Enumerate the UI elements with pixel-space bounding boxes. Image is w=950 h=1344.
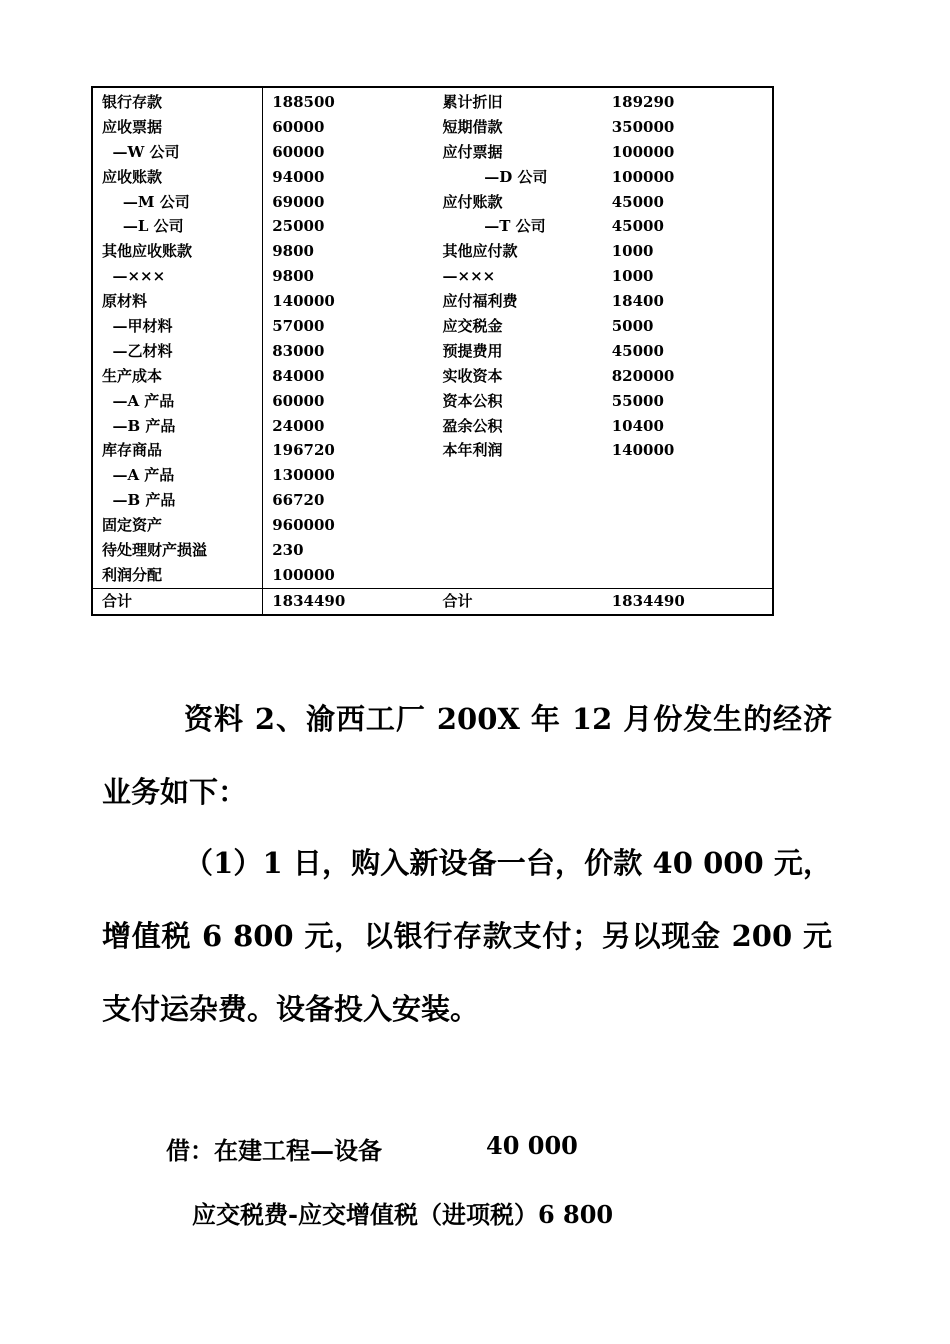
journal-debit-account: 借：在建工程—设备 xyxy=(166,1136,382,1165)
left-amount: 60000 xyxy=(272,142,325,161)
right-amount: 189290 xyxy=(611,92,675,111)
business-item-1: （1）1 日，购入新设备一台，价款 40 000 元，增值税 6 800 元，以银行存款支付；另以现金 200 元支付运杂费。设备投入安装。 xyxy=(102,846,832,1026)
right-account: 预提费用 xyxy=(442,341,503,360)
table-row xyxy=(92,414,773,439)
left-amount: 960000 xyxy=(272,516,335,535)
right-account xyxy=(434,563,603,588)
right-amount: 18400 xyxy=(611,292,664,311)
left-amount: 57000 xyxy=(272,316,325,335)
left-amount: 24000 xyxy=(272,416,325,435)
right-amount xyxy=(603,538,773,563)
right-account: 本年利润 xyxy=(442,441,503,460)
table-body xyxy=(92,87,773,615)
journal-vat-line: 应交税费-应交增值税（进项税）6 800 xyxy=(192,1200,614,1229)
left-amount: 83000 xyxy=(272,341,325,360)
right-amount: 1000 xyxy=(611,242,654,261)
table-row xyxy=(92,87,773,115)
left-account: —A 产品 xyxy=(92,389,263,414)
right-account: 实收资本 xyxy=(442,366,503,385)
right-account: 其他应付款 xyxy=(442,242,518,261)
right-amount: 820000 xyxy=(611,366,675,385)
left-account: —M 公司 xyxy=(92,190,263,215)
left-amount: 9800 xyxy=(272,242,314,261)
right-amount: 140000 xyxy=(611,441,675,460)
left-amount: 60000 xyxy=(272,117,325,136)
balance-sheet-table xyxy=(91,86,774,616)
total-row xyxy=(92,588,773,615)
left-amount: 60000 xyxy=(272,391,325,410)
table-row xyxy=(92,438,773,463)
left-account: —B 产品 xyxy=(92,488,263,513)
material-2-intro: 资料 2、渝西工厂 200X 年 12 月份发生的经济业务如下： xyxy=(102,702,832,809)
table-row xyxy=(92,563,773,588)
right-account: 资本公积 xyxy=(442,391,503,410)
right-account: 应付账款 xyxy=(442,192,503,211)
right-account: 应交税金 xyxy=(442,316,503,335)
left-account: 库存商品 xyxy=(92,438,263,463)
table-row xyxy=(92,538,773,563)
left-account: —甲材料 xyxy=(92,314,263,339)
right-amount xyxy=(603,488,773,513)
table-row xyxy=(92,314,773,339)
right-account: —T 公司 xyxy=(442,217,546,236)
left-account: 原材料 xyxy=(92,289,263,314)
right-amount xyxy=(603,513,773,538)
left-amount: 84000 xyxy=(272,366,325,385)
left-amount: 188500 xyxy=(272,92,335,111)
left-account: —B 产品 xyxy=(92,414,263,439)
left-account: 应收账款 xyxy=(92,165,263,190)
table-row xyxy=(92,190,773,215)
right-account: 盈余公积 xyxy=(442,416,503,435)
left-account: 固定资产 xyxy=(92,513,263,538)
table-row xyxy=(92,239,773,264)
right-amount: 350000 xyxy=(611,117,675,136)
left-account: 应收票据 xyxy=(92,115,263,140)
right-amount: 45000 xyxy=(611,341,664,360)
total-left-amount: 1834490 xyxy=(263,588,434,615)
left-account: —A 产品 xyxy=(92,463,263,488)
left-account: 银行存款 xyxy=(92,87,263,115)
table-row xyxy=(92,140,773,165)
left-account: —乙材料 xyxy=(92,339,263,364)
right-amount: 1000 xyxy=(611,267,654,286)
total-left-account: 合计 xyxy=(92,588,263,615)
right-account xyxy=(434,488,603,513)
left-account: —W 公司 xyxy=(92,140,263,165)
left-account: —××× xyxy=(92,264,263,289)
right-amount: 45000 xyxy=(611,192,664,211)
table-row xyxy=(92,339,773,364)
right-amount xyxy=(603,563,773,588)
table-row xyxy=(92,214,773,239)
table-row xyxy=(92,165,773,190)
right-account xyxy=(434,463,603,488)
right-amount: 5000 xyxy=(611,316,654,335)
right-account: 短期借款 xyxy=(442,117,503,136)
total-right-account: 合计 xyxy=(434,588,603,615)
table-row xyxy=(92,389,773,414)
left-amount: 100000 xyxy=(272,565,335,584)
left-amount: 69000 xyxy=(272,192,325,211)
left-amount: 140000 xyxy=(272,292,335,311)
right-account: —D 公司 xyxy=(442,167,548,186)
left-amount: 9800 xyxy=(272,267,314,286)
left-amount: 94000 xyxy=(272,167,325,186)
table-row xyxy=(92,364,773,389)
right-amount: 10400 xyxy=(611,416,664,435)
right-amount: 45000 xyxy=(611,217,664,236)
left-account: 其他应收账款 xyxy=(92,239,263,264)
left-account: —L 公司 xyxy=(92,214,263,239)
left-amount: 130000 xyxy=(272,466,335,485)
left-amount: 25000 xyxy=(272,217,325,236)
left-account: 利润分配 xyxy=(92,563,263,588)
table-row xyxy=(92,463,773,488)
journal-debit-amount: 40 000 xyxy=(486,1131,578,1160)
table-row xyxy=(92,289,773,314)
right-account: 累计折旧 xyxy=(442,92,503,111)
right-amount xyxy=(603,463,773,488)
left-amount: 66720 xyxy=(272,491,325,510)
right-amount: 100000 xyxy=(611,167,675,186)
right-account xyxy=(434,538,603,563)
left-account: 生产成本 xyxy=(92,364,263,389)
right-amount: 100000 xyxy=(611,142,675,161)
right-amount: 55000 xyxy=(611,391,664,410)
left-account: 待处理财产损溢 xyxy=(92,538,263,563)
right-account: 应付票据 xyxy=(442,142,503,161)
right-account xyxy=(434,513,603,538)
table-row xyxy=(92,488,773,513)
table-row xyxy=(92,115,773,140)
total-right-amount: 1834490 xyxy=(603,588,773,615)
table-row xyxy=(92,513,773,538)
table-row xyxy=(92,264,773,289)
left-amount: 196720 xyxy=(272,441,335,460)
left-amount: 230 xyxy=(272,540,304,559)
right-account: —××× xyxy=(442,267,496,286)
right-account: 应付福利费 xyxy=(442,292,518,311)
